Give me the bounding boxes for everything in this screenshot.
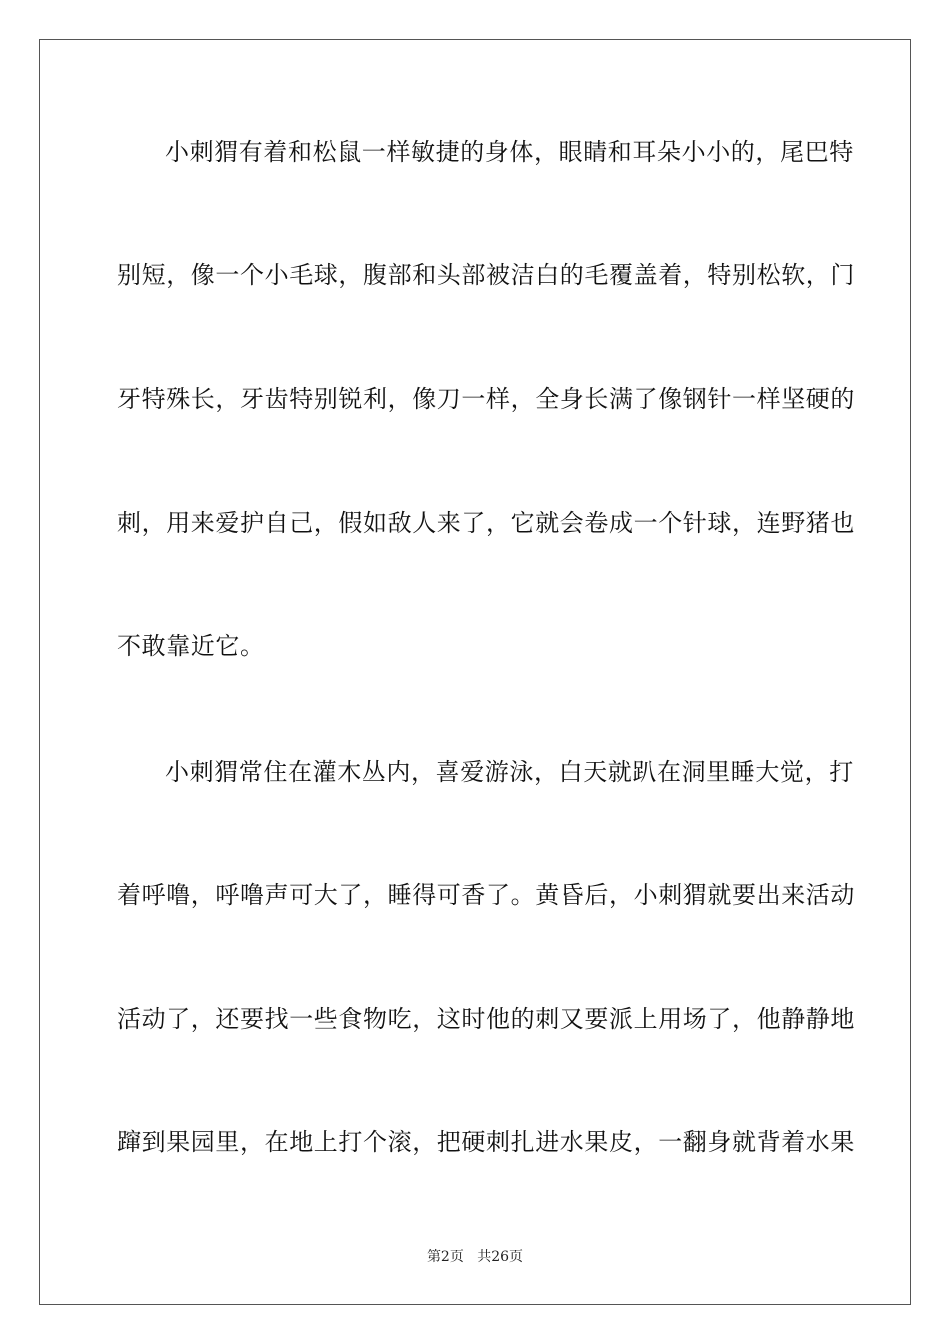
- page-border: [39, 39, 911, 1305]
- page-number: 第2页: [426, 1249, 464, 1265]
- paragraph-2-line-2: 着呼噜，呼噜声可大了，睡得可香了。黄昏后，小刺猬就要出来活动: [117, 881, 855, 909]
- paragraph-2-line-1: 小刺猬常住在灌木丛内，喜爱游泳，白天就趴在洞里睡大觉，打: [165, 758, 854, 786]
- paragraph-1-line-1: 小刺猬有着和松鼠一样敏捷的身体，眼睛和耳朵小小的，尾巴特: [165, 138, 854, 166]
- page-footer: [0, 1248, 950, 1266]
- paragraph-1-line-5: 不敢靠近它。: [117, 632, 265, 660]
- paragraph-1-line-2: 别短，像一个小毛球，腹部和头部被洁白的毛覆盖着，特别松软，门: [117, 261, 855, 289]
- paragraph-1-line-3: 牙特殊长，牙齿特别锐利，像刀一样，全身长满了像钢针一样坚硬的: [117, 385, 855, 413]
- paragraph-2-line-3: 活动了，还要找一些食物吃，这时他的刺又要派上用场了，他静静地: [117, 1005, 855, 1033]
- paragraph-2-line-4: 蹿到果园里，在地上打个滚，把硬刺扎进水果皮，一翻身就背着水果: [117, 1128, 855, 1156]
- page-total: 共26页: [477, 1249, 524, 1265]
- paragraph-1-line-4: 刺，用来爱护自己，假如敌人来了，它就会卷成一个针球，连野猪也: [117, 509, 855, 537]
